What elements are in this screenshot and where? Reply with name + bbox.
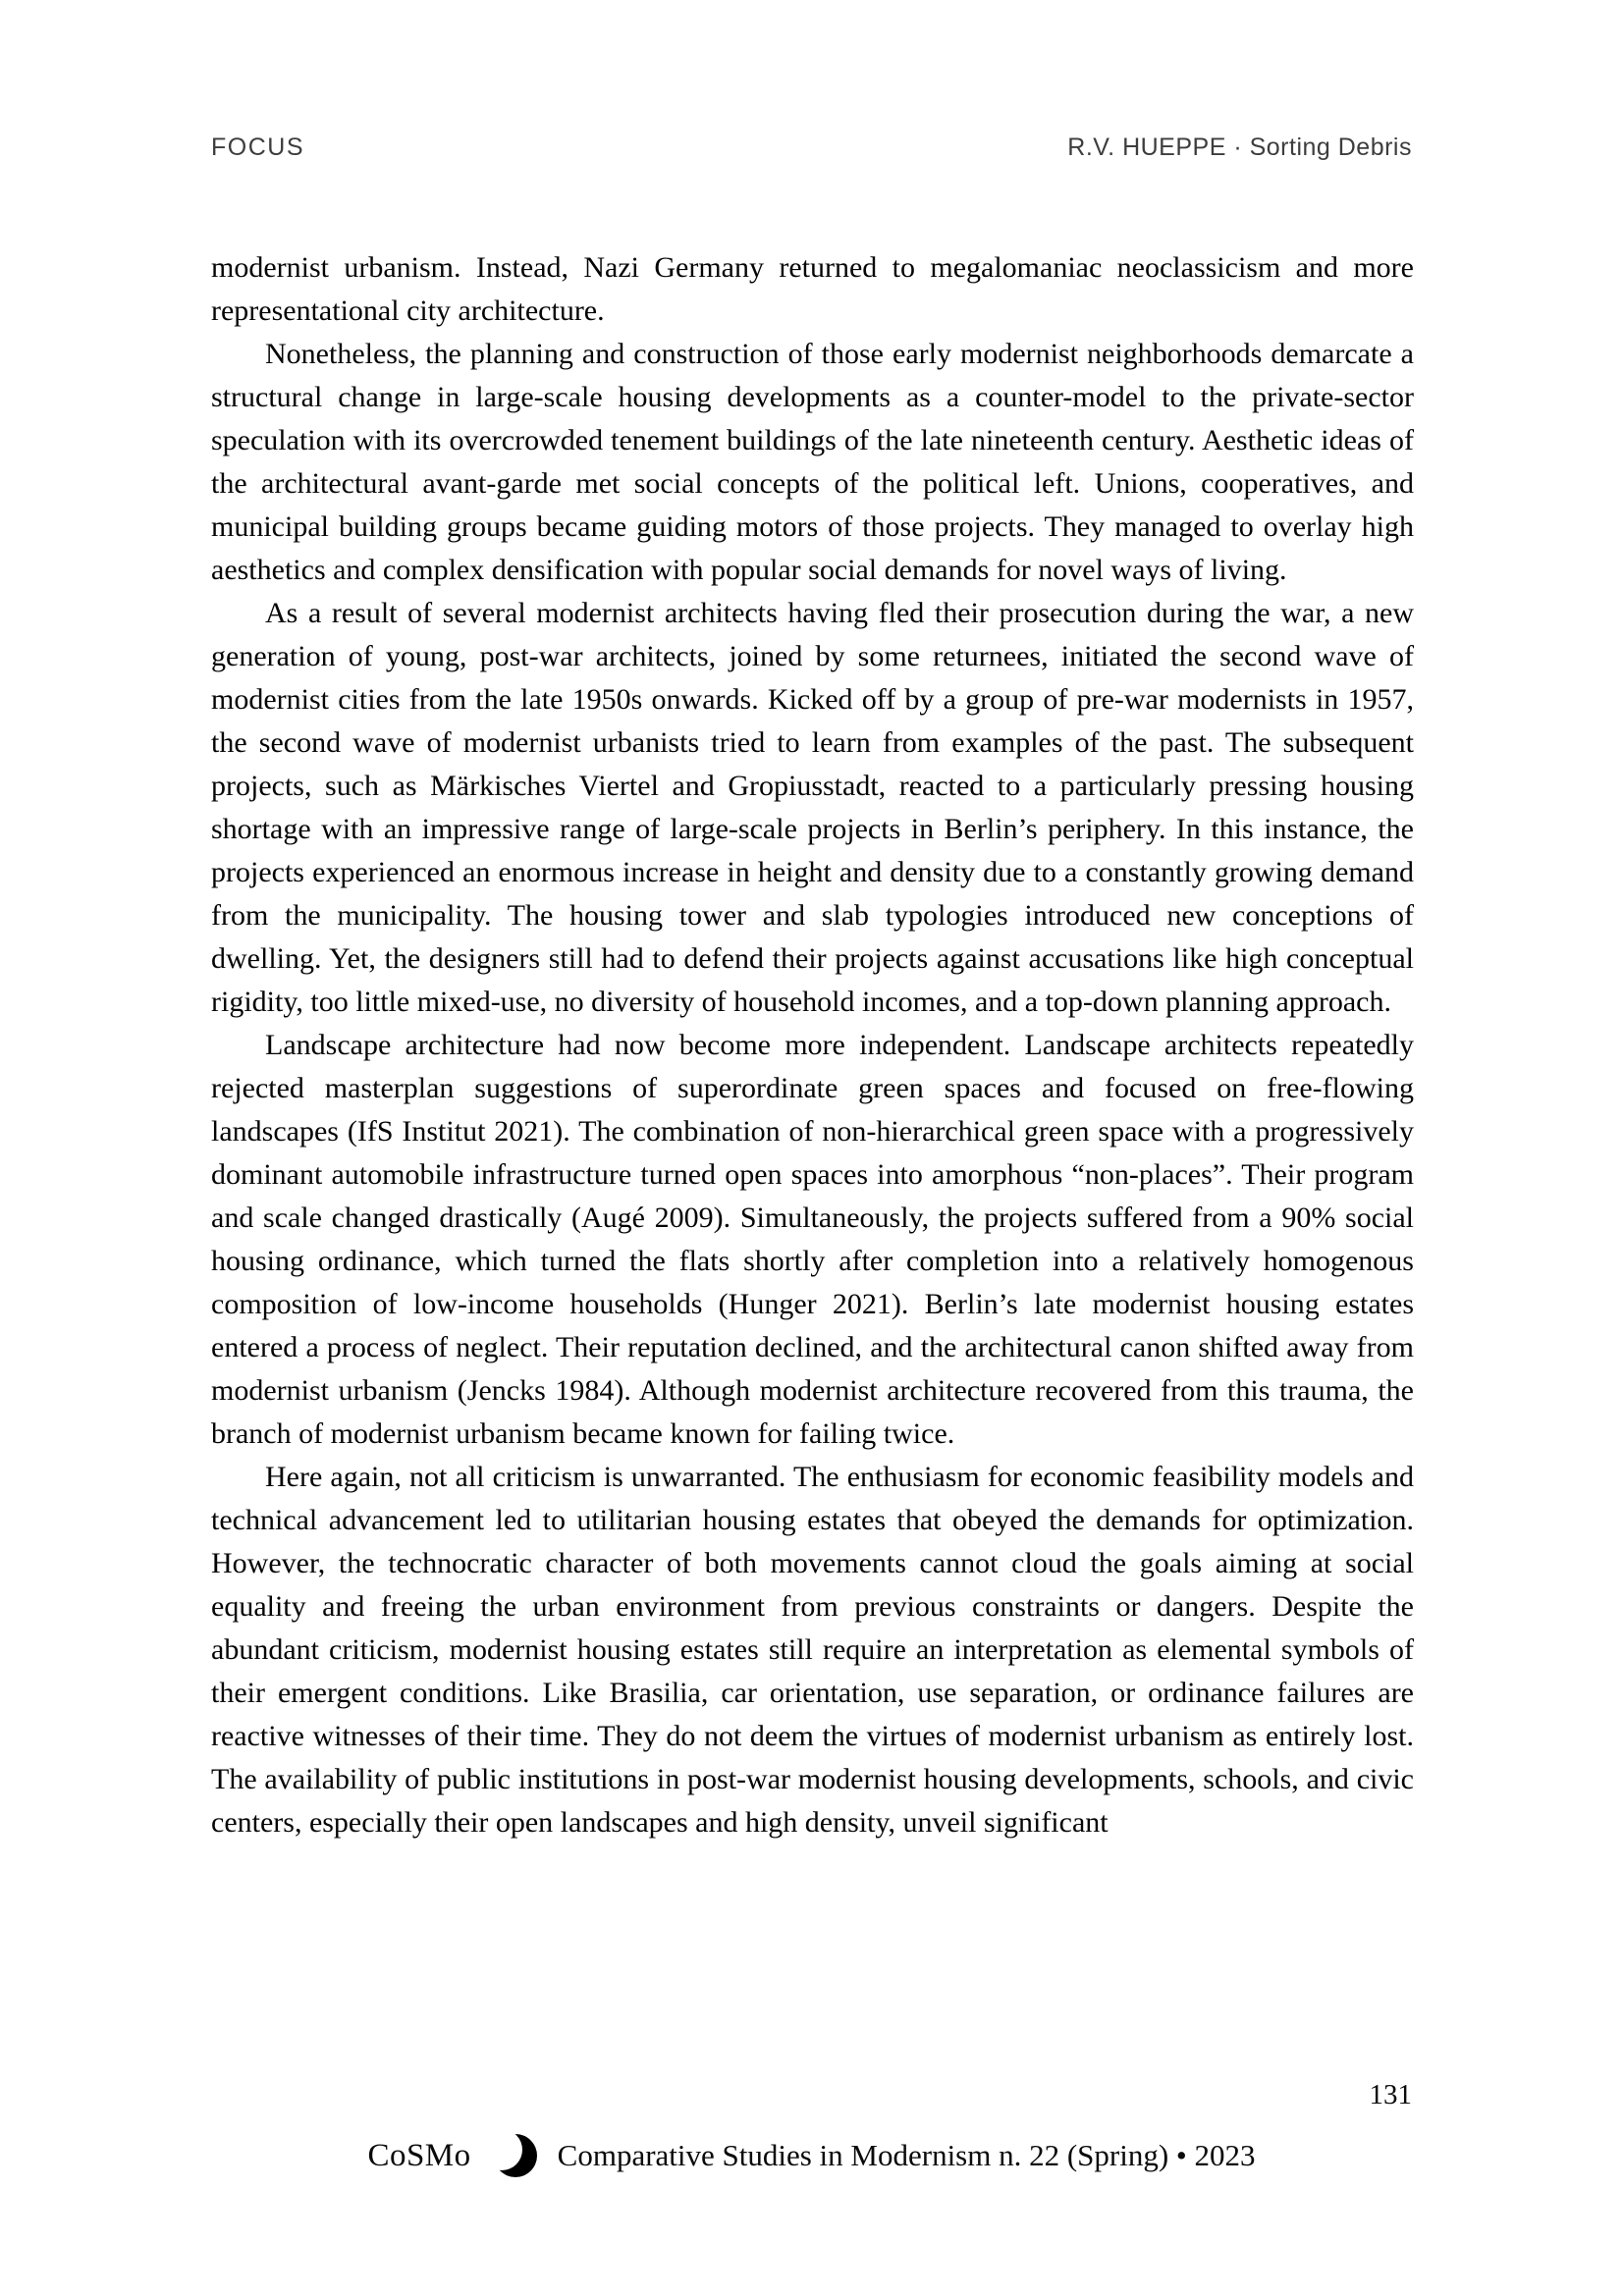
header-running-title: R.V. HUEPPE · Sorting Debris <box>1067 133 1412 161</box>
page-number: 131 <box>1369 2079 1412 2110</box>
paragraph: As a result of several modernist architects having fled their prosecution during the war, a new generation of young, post-war architects, joined by some returnees, initiated the second wave of modernist cities from the late 1950s onwards. Kicked off by a group of pre-war modernists in 1957, the second wave of modernist urbanists tried to learn from examples of the past. The subsequent projects, such as Märkisches Viertel and Gropiusstadt, reacted to a particularly pressing housing shortage with an impressive range of large-scale projects in Berlin’s periphery. In this instance, the projects experienced an enormous increase in height and density due to a constantly growing demand from the municipality. The housing tower and slab typologies introduced new conceptions of dwelling. Yet, the designers still had to defend their projects against accusations like high conceptual rigidity, too little mixed-use, no diversity of household incomes, and a top-down planning approach. <box>211 597 1414 1018</box>
header-section-label: FOCUS <box>211 133 304 161</box>
crescent-moon-icon <box>491 2132 538 2179</box>
page-header <box>211 133 1412 162</box>
page-footer <box>0 2132 1623 2179</box>
paragraph: Nonetheless, the planning and construction of those early modernist neighborhoods demarcate a structural change in large-scale housing developments as a counter-model to the private-sector speculation with its overcrowded tenement buildings of the late nineteenth century. Aesthetic ideas of the architectural avant-garde met social concepts of the political left. Unions, cooperatives, and municipal building groups became guiding motors of those projects. They managed to overlay high aesthetics and complex densification with popular social demands for novel ways of living. <box>211 338 1414 586</box>
journal-name: CoSMo <box>367 2137 471 2173</box>
paragraph-continuation: modernist urbanism. Instead, Nazi Germany returned to megalomaniac neoclassicism and more representational city architecture. <box>211 251 1414 327</box>
article-body <box>211 246 1414 1844</box>
paragraph: Landscape architecture had now become more independent. Landscape architects repeatedly rejected masterplan suggestions of superordinate green spaces and focused on free-flowing landscapes (IfS Institut 2021). The combination of non-hierarchical green space with a progressively dominant automobile infrastructure turned open spaces into amorphous “non-places”. Their program and scale changed drastically (Augé 2009). Simultaneously, the projects suffered from a 90% social housing ordinance, which turned the flats shortly after completion into a relatively homogenous composition of low-income households (Hunger 2021). Berlin’s late modernist housing estates entered a process of neglect. Their reputation declined, and the architectural canon shifted away from modernist urbanism (Jencks 1984). Although modernist architecture recovered from this trauma, the branch of modernist urbanism became known for failing twice. <box>211 1029 1414 1450</box>
paragraph: Here again, not all criticism is unwarranted. The enthusiasm for economic feasibility models and technical advancement led to utilitarian housing estates that obeyed the demands for optimization. However, the technocratic character of both movements cannot cloud the goals aiming at social equality and freeing the urban environment from previous constraints or dangers. Despite the abundant criticism, modernist housing estates still require an interpretation as elemental symbols of their emergent conditions. Like Brasilia, car orientation, use separation, or ordinance failures are reactive witnesses of their time. They do not deem the virtues of modernist urbanism as entirely lost. The availability of public institutions in post-war modernist housing developments, schools, and civic centers, especially their open landscapes and high density, unveil significant <box>211 1461 1414 1839</box>
journal-issue-info: Comparative Studies in Modernism n. 22 (Spring) • 2023 <box>557 2138 1256 2172</box>
